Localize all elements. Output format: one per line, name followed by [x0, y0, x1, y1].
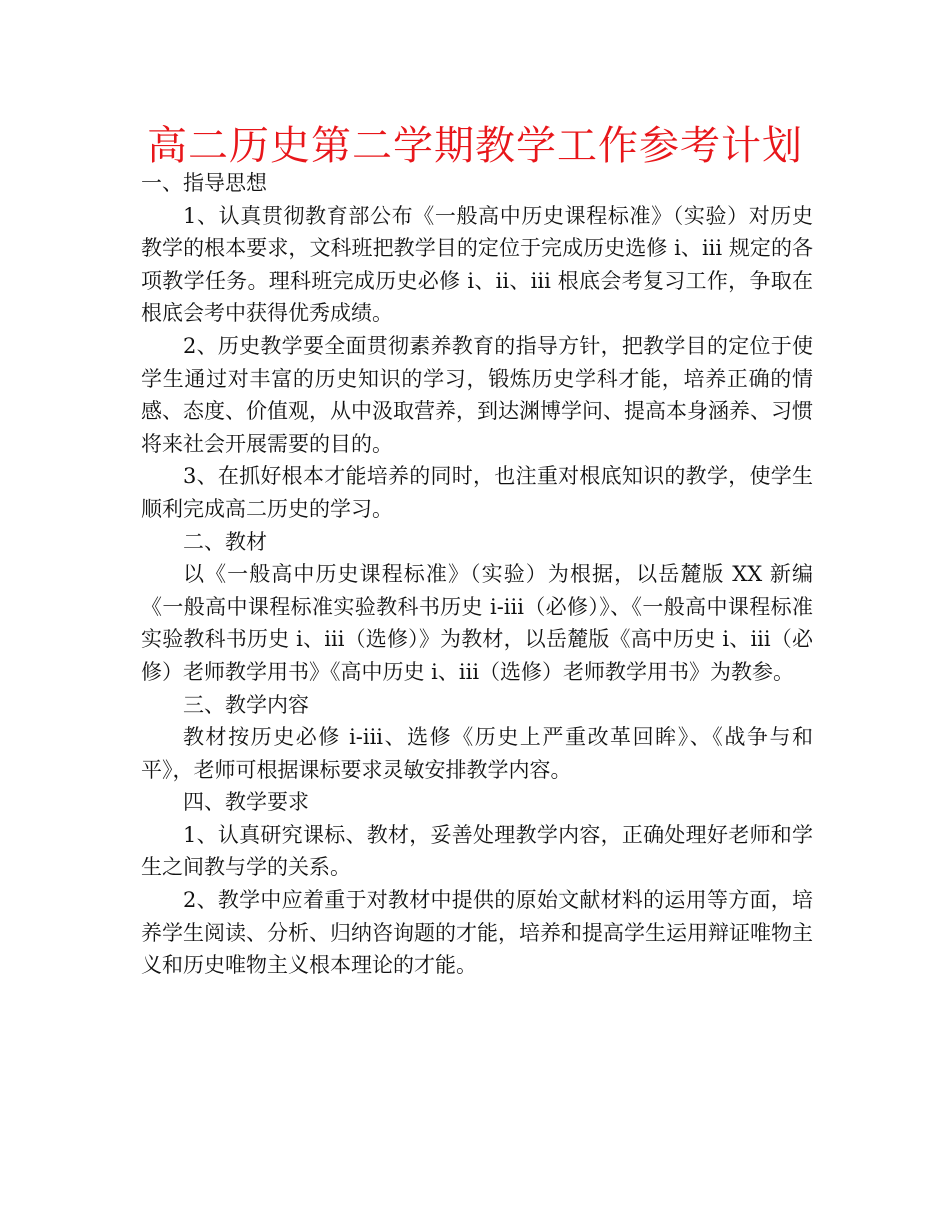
paragraph: 2、历史教学要全面贯彻素养教育的指导方针，把教学目的定位于使学生通过对丰富的历史知识的学习，锻炼历史学科才能，培养正确的情感、态度、价值观，从中汲取营养，到达渊博学问、提高本身涵养、习惯将来社会开展需要的目的。	[141, 333, 813, 456]
paragraph: 2、教学中应着重于对教材中提供的原始文献材料的运用等方面，培养学生阅读、分析、归纳咨询题的才能，培养和提高学生运用辩证唯物主义和历史唯物主义根本理论的才能。	[141, 888, 813, 978]
section-heading-guiding-ideology: 一、指导思想	[141, 171, 267, 195]
section-heading-textbook: 二、教材	[183, 529, 267, 554]
paragraph: 1、认真研究课标、教材，妥善处理教学内容，正确处理好老师和学生之间教与学的关系。	[141, 822, 813, 880]
paragraph: 以《一般高中历史课程标准》（实验）为根据，以岳麓版 XX 新编《一般高中课程标准实验教科书历史 i-iii（必修）》、《一般高中课程标准实验教科书历史 i、iii（选修）》为教材，以岳麓版《高中历史 i、iii（必修）老师教学用书》《高中历史 i、iii（选修）老师教学用书》为教参。	[141, 562, 813, 684]
paragraph: 1、认真贯彻教育部公布《一般高中历史课程标准》（实验）对历史教学的根本要求，文科班把教学目的定位于完成历史选修 i、iii 规定的各项教学任务。理科班完成历史必修 i、ii、iii 根底会考复习工作，争取在根底会考中获得优秀成绩。	[141, 203, 813, 326]
paragraph: 3、在抓好根本才能培养的同时，也注重对根底知识的教学，使学生顺利完成高二历史的学习。	[141, 464, 813, 521]
section-heading-teaching-content: 三、教学内容	[183, 692, 309, 717]
document-body	[141, 167, 813, 982]
section-heading-teaching-requirements: 四、教学要求	[183, 790, 309, 815]
paragraph: 教材按历史必修 i-iii、选修《历史上严重改革回眸》、《战争与和平》，老师可根据课标要求灵敏安排教学内容。	[141, 725, 813, 782]
document-title: 高二历史第二学期教学工作参考计划	[147, 123, 803, 169]
